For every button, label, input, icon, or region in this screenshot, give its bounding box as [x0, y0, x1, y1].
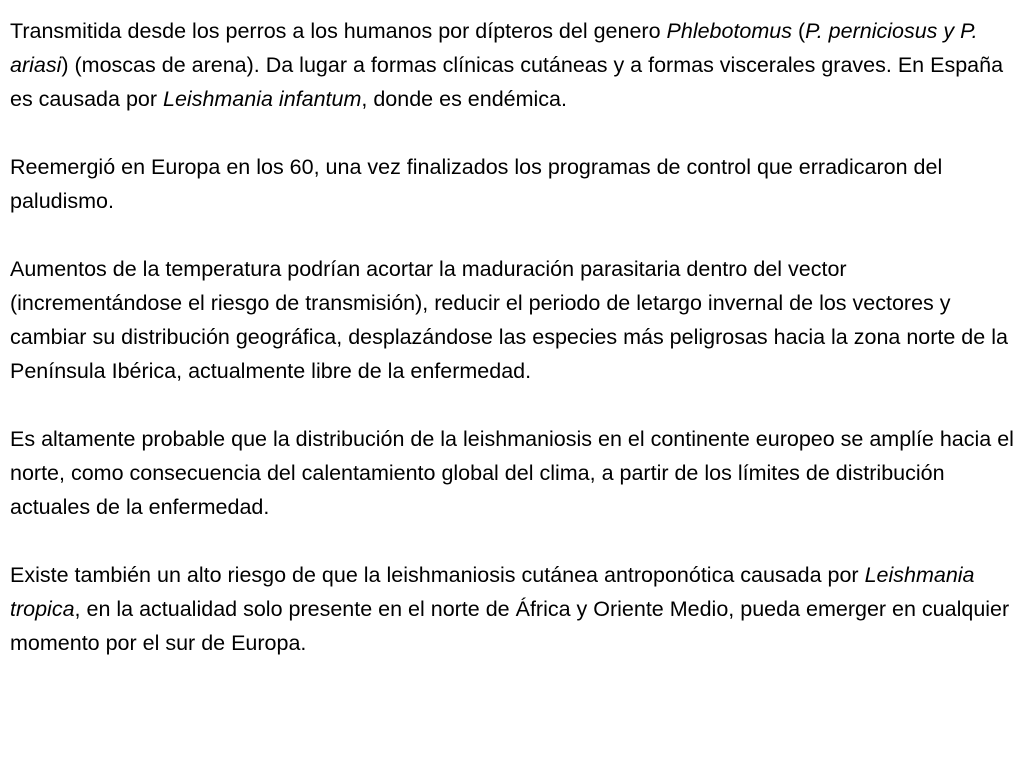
paragraph-risk [10, 558, 1016, 660]
text-segment: Es altamente probable que la distribución de la leishmaniosis en el continente europeo se amplíe hacia el norte, como consecuencia del calentamiento global del clima, a partir de los límites de distribución actuales de la enfermedad. [10, 427, 1014, 519]
parasite-name: Leishmania infantum [163, 87, 362, 111]
text-segment: , en la actualidad solo presente en el norte de África y Oriente Medio, pueda emerger en cualquier momento por el sur de Europa. [10, 597, 1010, 655]
text-segment: , donde es endémica. [361, 87, 567, 111]
text-segment: Transmitida desde los perros a los humanos por dípteros del genero [10, 19, 667, 43]
species-names: P. perniciosus y P. ariasi [10, 19, 978, 77]
slide-body [10, 14, 1016, 660]
genus-name: Phlebotomus [666, 19, 793, 43]
text-segment: ( [792, 19, 806, 43]
text-segment: Reemergió en Europa en los 60, una vez finalizados los programas de control que erradicaron del paludismo. [10, 155, 943, 213]
paragraph-transmission [10, 14, 1016, 116]
paragraph-distribution [10, 422, 1016, 524]
text-segment: ) (moscas de arena). Da lugar a formas clínicas cutáneas y a formas viscerales graves. En España es causada por [10, 53, 1004, 111]
text-segment: Aumentos de la temperatura podrían acortar la maduración parasitaria dentro del vector (incrementándose el riesgo de transmisión), reducir el periodo de letargo invernal de los vectores y cambiar su distribución geográfica, desplazándose las especies más peligrosas hacia la zona norte de la Península Ibérica, actualmente libre de la enfermedad. [10, 257, 1008, 383]
paragraph-temperature [10, 252, 1016, 388]
text-segment: Existe también un alto riesgo de que la leishmaniosis cutánea antroponótica causada por [10, 563, 865, 587]
paragraph-reemergence [10, 150, 1016, 218]
parasite-name: Leishmania tropica [10, 563, 975, 621]
